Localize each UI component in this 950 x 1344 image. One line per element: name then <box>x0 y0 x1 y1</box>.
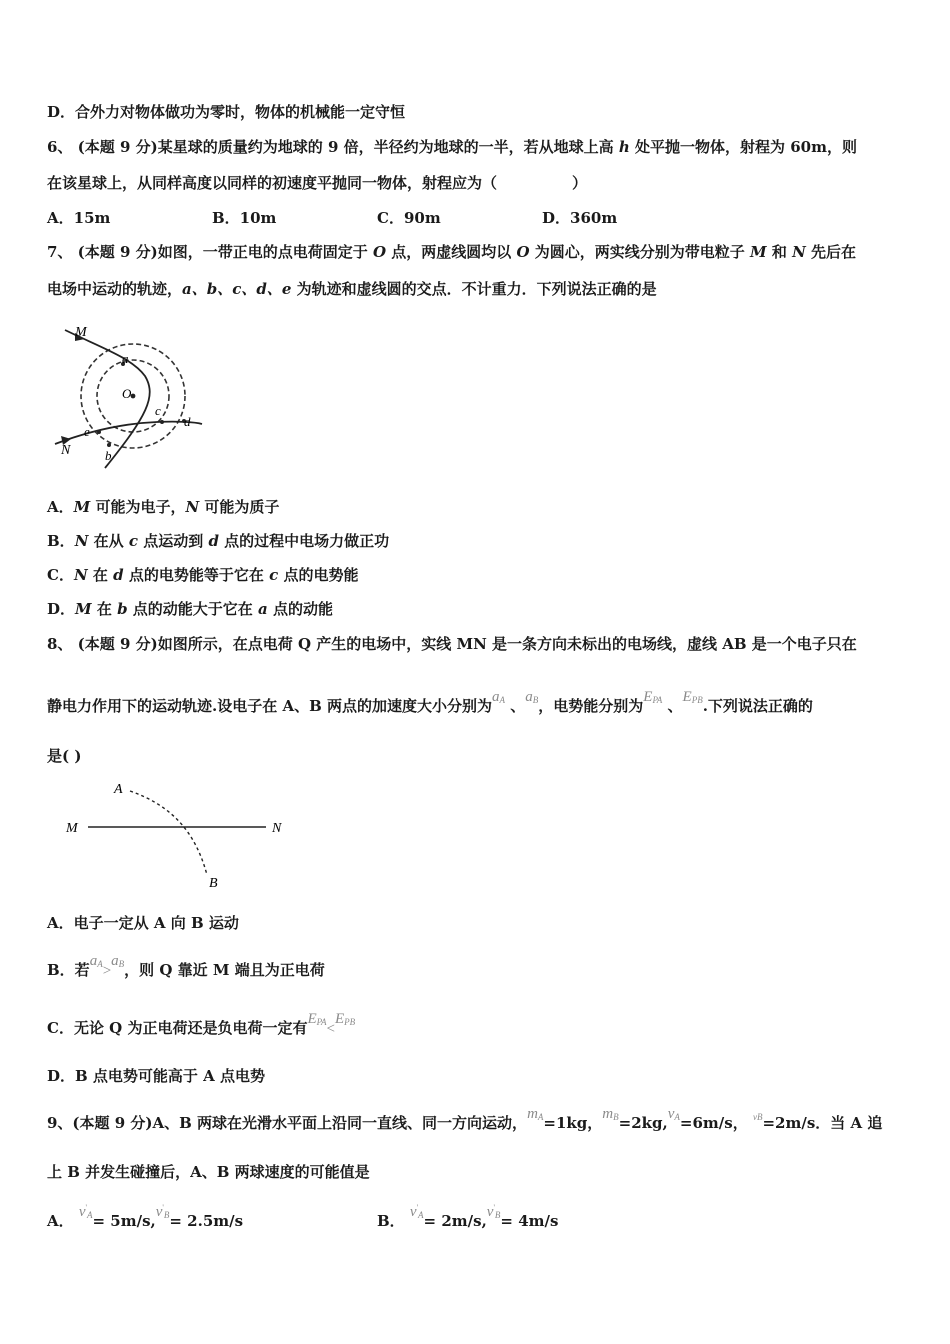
q8-option-a: A．电子一定从 A 向 B 运动 <box>47 914 239 932</box>
q7-stem-line1: 7、 (本题 9 分)如图，一带正电的点电荷固定于 O 点，两虚线圆均以 O 为圆心，两实线分别为带电粒子 M 和 N 先后在 <box>47 243 857 261</box>
q6-option-a: A．15m <box>47 209 111 227</box>
q9-math-va-prime-b: $v'_A$ <box>409 1203 424 1220</box>
q6-option-b: B．10m <box>212 209 277 227</box>
q7-figure <box>47 318 207 478</box>
q8-trajectory-ab <box>130 791 207 875</box>
q7-label-o: O <box>122 386 132 401</box>
q9-math-va-prime-a: $v'_A$ <box>78 1203 93 1220</box>
q9-math-mb: $m_B$ <box>602 1106 619 1122</box>
q6-option-c: C．90m <box>377 209 441 227</box>
q7-point-e <box>97 430 101 434</box>
q8-label-n: N <box>272 821 282 836</box>
q9-math-va: $v_A$ <box>667 1106 680 1122</box>
q7-option-c: C．N 在 d 点的电势能等于它在 c 点的电势能 <box>47 566 359 584</box>
q6-option-d: D．360m <box>542 209 618 227</box>
q8-math-epa: $E_{PA}$ <box>643 689 663 705</box>
q8-math-gt: > <box>102 963 112 979</box>
q9-math-ma: $m_A$ <box>527 1106 544 1122</box>
q7-label-n: N <box>61 443 71 458</box>
q7-option-d: D．M 在 b 点的动能大于它在 a 点的动能 <box>47 600 333 618</box>
q8-label-m: M <box>66 821 78 836</box>
q8-math-lt: < <box>326 1021 335 1037</box>
q6-stem-line2: 在该星球上，从同样高度以同样的初速度平抛同一物体，射程应为（ ） <box>47 174 588 192</box>
q7-stem-line2: 电场中运动的轨迹，a、b、c、d、e 为轨迹和虚线圆的交点．不计重力．下列说法正确的是 <box>47 280 657 298</box>
q8-stem-line3: 是( ) <box>47 747 82 765</box>
q9-stem-line1: 9、(本题 9 分)A、B 两球在光滑水平面上沿同一直线、同一方向运动，$m_A=1kg$，$m_B=2kg,v_A=6m/s$， $_{vB}$=2m/s．当 A 追 <box>47 1106 883 1132</box>
q8-math-epa-c: $E_{PA}$ <box>307 1011 327 1027</box>
q7-option-b: B．N 在从 c 点运动到 d 点的过程中电场力做正功 <box>47 532 390 550</box>
q7-label-b: b <box>105 448 112 463</box>
q7-trajectory-n <box>55 422 202 444</box>
q8-option-d: D．B 点电势可能高于 A 点电势 <box>47 1067 265 1085</box>
q7-point-b <box>107 443 111 447</box>
q8-option-c: C．无论 Q 为正电荷还是负电荷一定有$E_{PA}<E_{PB}$ <box>47 1011 356 1037</box>
q9-option-a: A． $v'_A= 5m/s,v'_B= 2.5m/s$ <box>47 1203 244 1230</box>
q8-label-b: B <box>209 876 218 891</box>
q6-stem-line1: 6、 (本题 9 分)某星球的质量约为地球的 9 倍，半径约为地球的一半，若从地球上高 h 处平抛一物体，射程为 60m，则 <box>47 138 857 156</box>
q8-option-b: B．若$a_A>a_B$，则 Q 靠近 M 端且为正电荷 <box>47 953 325 979</box>
q8-label-a: A <box>114 782 123 797</box>
q7-label-e: e <box>84 424 90 439</box>
q7-label-m: M <box>75 325 87 340</box>
q5-option-d: D．合外力对物体做功为零时，物体的机械能一定守恒 <box>47 103 406 121</box>
q7-label-a: a <box>122 351 129 366</box>
q9-math-vb: vB <box>752 1112 763 1122</box>
q9-option-b: B． $v'_A= 2m/s,v'_B= 4m/s$ <box>377 1203 559 1230</box>
q9-stem-line2: 上 B 并发生碰撞后，A、B 两球速度的可能值是 <box>47 1163 370 1181</box>
q8-math-epb: $E_{PB}$ <box>682 689 703 705</box>
q8-math-aa-b: $a_A$ <box>89 953 103 969</box>
q8-figure <box>60 775 300 895</box>
q8-math-ab-b: $a_B$ <box>111 953 125 969</box>
q8-math-ab: $a_B$ <box>525 689 539 705</box>
q8-stem-line2: 静电力作用下的运动轨迹.设电子在 A、B 两点的加速度大小分别为$a_A$ 、$a_B$，电势能分别为$E_{PA}$ 、$E_{PB}$.下列说法正确的 <box>47 689 813 715</box>
q9-math-vb-prime-b: $v'_B$ <box>486 1203 501 1220</box>
q8-math-aa: $a_A$ <box>492 689 505 705</box>
q8-stem-line1: 8、 (本题 9 分)如图所示，在点电荷 Q 产生的电场中，实线 MN 是一条方向未标出的电场线，虚线 AB 是一个电子只在 <box>47 635 857 653</box>
q7-label-d: d <box>184 414 191 429</box>
q8-math-epb-c: $E_{PB}$ <box>334 1011 356 1027</box>
q7-option-a: A．M 可能为电子，N 可能为质子 <box>47 498 280 516</box>
q7-label-c: c <box>155 403 161 418</box>
q9-math-vb-prime-a: $v'_B$ <box>155 1203 170 1220</box>
q7-point-c <box>160 420 164 424</box>
